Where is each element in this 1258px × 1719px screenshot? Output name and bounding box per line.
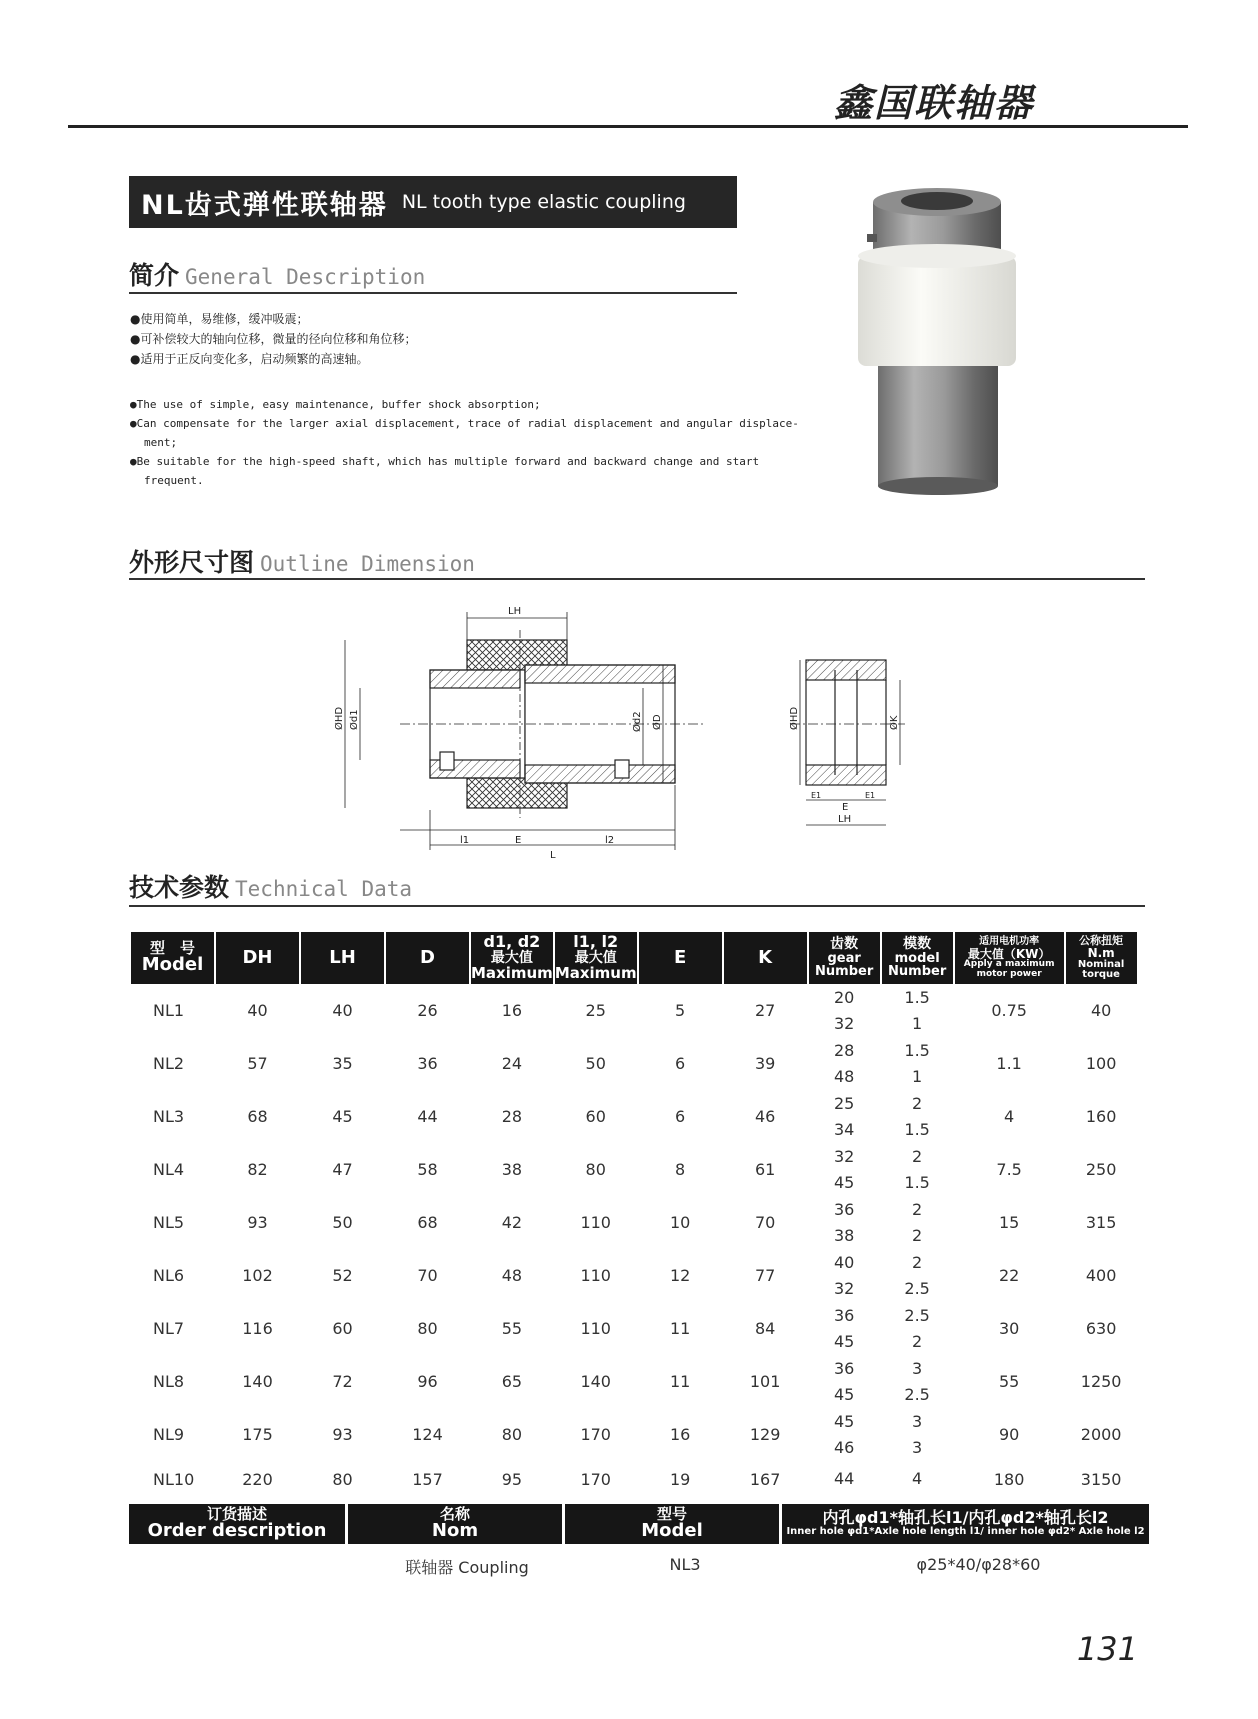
cell-dmax: 48	[501, 1266, 523, 1285]
cell-gear-value: 46	[833, 1437, 855, 1457]
table-row	[131, 1355, 1137, 1408]
cell-lmax: 60	[585, 1107, 606, 1126]
cell-gear-value: 48	[833, 1066, 855, 1086]
order-example-model: NL3	[669, 1555, 701, 1574]
cell-module	[882, 1355, 953, 1408]
cell-gear-value: 45	[833, 1411, 855, 1431]
col-header-lmax: l1, l2 最大值 Maximum	[555, 932, 637, 984]
cell-k: 77	[754, 1266, 776, 1285]
cell-gear-value: 44	[833, 1469, 855, 1488]
cell-dh: 93	[247, 1213, 268, 1232]
cell-dh: 68	[247, 1107, 268, 1126]
cell-d: 157	[412, 1469, 443, 1489]
cell-gear-value: 32	[833, 1278, 855, 1298]
bullet-cn-item: ●可补偿较大的轴向位移，微量的径向位移和角位移；	[130, 332, 417, 346]
cell-torque: 2000	[1080, 1425, 1122, 1444]
cell-module-value: 4	[912, 1469, 923, 1488]
col-header-torque: 公称扭矩 N.m Nominal torque	[1066, 932, 1137, 984]
dim-label-l1: l1	[460, 835, 470, 846]
cell-dmax: 38	[501, 1160, 523, 1179]
cell-lh: 40	[332, 1001, 353, 1020]
product-title-en: NL tooth type elastic coupling	[401, 191, 686, 213]
cell-lmax: 110	[580, 1319, 611, 1338]
cell-gear-value: 36	[833, 1199, 855, 1219]
cell-d: 26	[417, 1001, 438, 1020]
cell-module	[882, 1302, 953, 1355]
cell-gear	[809, 984, 880, 1037]
technical-data-rule	[129, 905, 1145, 907]
cell-model: NL6	[153, 1266, 185, 1285]
cell-lh: 45	[332, 1107, 353, 1126]
col-header-gear-number: 齿数 gear Number	[809, 932, 880, 984]
product-title-cn: NL齿式弹性联轴器	[141, 189, 388, 221]
col-header-d: D	[386, 932, 469, 984]
cell-dh: 102	[242, 1266, 273, 1285]
cell-dmax: 42	[501, 1213, 523, 1232]
cell-gear	[809, 1355, 880, 1408]
cell-gear-value: 45	[833, 1172, 855, 1192]
cell-dmax: 55	[501, 1319, 523, 1338]
dim-label-l: L	[550, 850, 556, 861]
cell-lh: 80	[332, 1469, 353, 1489]
cell-e: 16	[669, 1425, 691, 1444]
cell-dh: 220	[242, 1469, 273, 1489]
col-header-power: 适用电机功率 最大值（KW） Apply a maximum motor power	[955, 932, 1064, 984]
cell-power: 15	[998, 1213, 1020, 1232]
cell-module-value: 1.5	[904, 1040, 930, 1060]
page-number: 131	[1076, 1630, 1138, 1668]
cell-module	[882, 1408, 953, 1461]
cell-power: 30	[998, 1319, 1020, 1338]
cell-gear-value: 32	[833, 1146, 855, 1166]
cell-lmax: 50	[585, 1054, 606, 1073]
cell-d: 36	[417, 1054, 438, 1073]
cell-e: 11	[669, 1319, 691, 1338]
table-row	[131, 1408, 1137, 1461]
cell-e: 8	[675, 1160, 686, 1179]
cell-power: 0.75	[991, 1001, 1027, 1020]
cell-module-value: 3	[912, 1358, 923, 1378]
cell-e: 12	[669, 1266, 691, 1285]
product-photo	[845, 182, 1035, 502]
brand-name: 鑫国联轴器	[833, 81, 1034, 125]
cell-lmax: 80	[585, 1160, 606, 1179]
cell-module	[882, 1090, 953, 1143]
cell-dmax: 95	[501, 1469, 523, 1489]
product-title-bar	[129, 176, 737, 228]
cell-d: 80	[417, 1319, 438, 1338]
table-row	[131, 1461, 1137, 1497]
dim-label-side-e: E	[842, 802, 849, 813]
cell-lmax: 110	[580, 1266, 611, 1285]
cell-d: 44	[417, 1107, 438, 1126]
dim-label-d: ØD	[652, 714, 663, 730]
outline-dimension-heading-en: Outline Dimension	[260, 552, 475, 576]
cell-dmax: 80	[501, 1425, 523, 1444]
cell-k: 84	[754, 1319, 776, 1338]
cell-dh: 116	[242, 1319, 273, 1338]
cell-k: 70	[754, 1213, 776, 1232]
table-row	[131, 1196, 1137, 1249]
cell-lh: 35	[332, 1054, 353, 1073]
table-row	[131, 1037, 1137, 1090]
cell-lh: 47	[332, 1160, 353, 1179]
cell-module-value: 1	[912, 1066, 923, 1086]
dim-label-e1-left: E1	[811, 791, 822, 800]
dim-label-d2: Ød2	[632, 711, 643, 732]
cell-power: 22	[998, 1266, 1020, 1285]
cell-lh: 72	[332, 1372, 353, 1391]
cell-module-value: 2	[912, 1199, 923, 1219]
cell-gear	[809, 1143, 880, 1196]
cell-k: 27	[754, 1001, 776, 1020]
cell-torque: 315	[1085, 1213, 1117, 1232]
col-header-model-number: 模数 model Number	[882, 932, 953, 984]
cell-power: 4	[1004, 1107, 1015, 1126]
col-header-dmax: d1, d2 最大值 Maximum	[471, 932, 553, 984]
dim-label-d1: Ød1	[349, 709, 360, 730]
cell-e: 5	[675, 1001, 686, 1020]
cell-gear	[809, 1090, 880, 1143]
cell-lh: 60	[332, 1319, 353, 1338]
cell-module	[882, 1249, 953, 1302]
cell-d: 70	[417, 1266, 438, 1285]
cell-d: 58	[417, 1160, 438, 1179]
order-header-model: 型号 Model	[565, 1504, 779, 1544]
cell-module	[882, 1037, 953, 1090]
cell-module-value: 3	[912, 1411, 923, 1431]
cell-power: 180	[993, 1469, 1025, 1489]
cell-model: NL10	[153, 1469, 195, 1489]
cell-torque: 3150	[1080, 1469, 1122, 1489]
cell-e: 19	[669, 1469, 691, 1489]
cell-d: 124	[412, 1425, 443, 1444]
cell-e: 10	[669, 1213, 691, 1232]
cell-module-value: 2	[912, 1146, 923, 1166]
cell-model: NL7	[153, 1319, 185, 1338]
cell-module	[882, 984, 953, 1037]
cell-lh: 52	[332, 1266, 353, 1285]
cell-torque: 100	[1085, 1054, 1117, 1073]
cell-module-value: 1.5	[904, 1172, 930, 1192]
col-header-lh: LH	[301, 932, 384, 984]
cell-lmax: 25	[585, 1001, 606, 1020]
bullet-en-item: ●Can compensate for the larger axial displacement, trace of radial displacement and angular displace-ment;	[130, 417, 799, 449]
cell-power: 7.5	[996, 1160, 1022, 1179]
cell-k: 167	[749, 1469, 781, 1489]
cell-model: NL2	[153, 1054, 185, 1073]
cell-k: 39	[754, 1054, 776, 1073]
cell-k: 46	[754, 1107, 776, 1126]
cell-torque: 630	[1085, 1319, 1117, 1338]
cell-module-value: 2.5	[904, 1278, 930, 1298]
cell-gear-value: 45	[833, 1331, 855, 1351]
cell-lh: 50	[332, 1213, 353, 1232]
cell-dh: 40	[247, 1001, 268, 1020]
cell-gear-value: 38	[833, 1225, 855, 1245]
cell-dh: 175	[242, 1425, 273, 1444]
cell-lmax: 110	[580, 1213, 611, 1232]
cell-dmax: 16	[501, 1001, 523, 1020]
order-header	[129, 1504, 1149, 1544]
dim-label-lh: LH	[508, 606, 522, 617]
cell-torque: 160	[1085, 1107, 1117, 1126]
cell-torque: 1250	[1080, 1372, 1122, 1391]
cell-lmax: 140	[580, 1372, 611, 1391]
dim-label-side-lh: LH	[838, 814, 852, 825]
general-description-heading-en: General Description	[185, 265, 426, 289]
cell-dmax: 65	[501, 1372, 523, 1391]
table-row	[131, 984, 1137, 1037]
table-row	[131, 1249, 1137, 1302]
cell-torque: 40	[1090, 1001, 1112, 1020]
cell-dmax: 28	[501, 1107, 523, 1126]
cell-gear-value: 36	[833, 1305, 855, 1325]
outline-dimension-drawing	[334, 600, 920, 861]
dim-label-e1-right: E1	[865, 791, 876, 800]
order-header-spec: 内孔φd1*轴孔长l1/内孔φd2*轴孔长l2 Inner hole φd1*Axle hole length l1/ inner hole φd2* Axle hole l2	[782, 1504, 1149, 1544]
cell-model: NL4	[153, 1160, 185, 1179]
order-header-description: 订货描述 Order description	[129, 1504, 345, 1544]
dim-label-k: ØK	[889, 715, 900, 730]
cell-e: 6	[675, 1054, 686, 1073]
cell-k: 101	[749, 1372, 781, 1391]
cell-power: 90	[998, 1425, 1020, 1444]
cell-module-value: 3	[912, 1437, 923, 1457]
cell-gear-value: 40	[833, 1252, 855, 1272]
cell-gear	[809, 1249, 880, 1302]
cell-module-value: 2	[912, 1331, 923, 1351]
bullet-cn-item: ●适用于正反向变化多，启动频繁的高速轴。	[130, 352, 369, 366]
outline-dimension-rule	[129, 578, 1145, 580]
cell-lmax: 170	[580, 1425, 611, 1444]
cell-gear-value: 34	[833, 1119, 855, 1139]
dim-label-e: E	[515, 835, 522, 846]
cell-module-value: 1.5	[904, 1119, 930, 1139]
cell-d: 96	[417, 1372, 438, 1391]
cell-dmax: 24	[501, 1054, 523, 1073]
table-row	[131, 1090, 1137, 1143]
cell-gear-value: 45	[833, 1384, 855, 1404]
cell-dh: 140	[242, 1372, 273, 1391]
cell-gear-value: 20	[833, 987, 855, 1007]
table-row	[131, 1302, 1137, 1355]
bullets-en	[130, 395, 820, 490]
cell-module	[882, 1461, 953, 1497]
cell-torque: 400	[1085, 1266, 1117, 1285]
cell-e: 11	[669, 1372, 691, 1391]
cell-gear	[809, 1037, 880, 1090]
cell-gear-value: 28	[833, 1040, 855, 1060]
outline-dimension-heading-cn: 外形尺寸图	[129, 548, 255, 577]
cell-gear-value: 36	[833, 1358, 855, 1378]
bullets-cn	[130, 309, 416, 369]
dim-label-hd: ØHD	[334, 706, 345, 730]
cell-model: NL8	[153, 1372, 185, 1391]
cell-model: NL9	[153, 1425, 185, 1444]
cell-power: 1.1	[996, 1054, 1022, 1073]
cell-module-value: 1.5	[904, 987, 930, 1007]
cell-module-value: 2.5	[904, 1384, 930, 1404]
cell-model: NL5	[153, 1213, 185, 1232]
col-header-e: E	[639, 932, 722, 984]
order-example-spec: φ25*40/φ28*60	[916, 1555, 1041, 1574]
cell-module	[882, 1196, 953, 1249]
cell-module-value: 2	[912, 1225, 923, 1245]
header-rule	[68, 125, 1188, 128]
cell-lh: 93	[332, 1425, 353, 1444]
cell-torque: 250	[1085, 1160, 1117, 1179]
cell-e: 6	[675, 1107, 686, 1126]
technical-data-heading-en: Technical Data	[235, 877, 413, 901]
cell-gear	[809, 1196, 880, 1249]
general-description-heading-cn: 简介	[129, 261, 180, 290]
cell-k: 61	[754, 1160, 776, 1179]
cell-gear	[809, 1408, 880, 1461]
cell-model: NL1	[153, 1001, 185, 1020]
cell-module-value: 2	[912, 1252, 923, 1272]
outline-dimension-heading	[129, 543, 475, 579]
col-header-model: 型 号 Model	[131, 932, 214, 984]
cell-gear	[809, 1302, 880, 1355]
technical-data-heading	[129, 868, 412, 904]
dim-label-side-hd: ØHD	[789, 706, 800, 730]
cell-gear-value: 25	[833, 1093, 855, 1113]
technical-data-heading-cn: 技术参数	[129, 873, 230, 902]
cell-k: 129	[749, 1425, 781, 1444]
bullet-en-item: ●Be suitable for the high-speed shaft, which has multiple forward and backward change and start frequent.	[130, 455, 760, 487]
cell-gear-value: 32	[833, 1013, 855, 1033]
cell-dh: 82	[247, 1160, 268, 1179]
dim-label-l2: l2	[605, 835, 615, 846]
general-description-heading	[129, 256, 425, 292]
cell-module	[882, 1143, 953, 1196]
col-header-dh: DH	[216, 932, 299, 984]
bullet-en-item: ●The use of simple, easy maintenance, buffer shock absorption;	[130, 398, 541, 411]
bullet-cn-item: ●使用简单，易维修，缓冲吸震；	[130, 312, 309, 326]
col-header-k: K	[724, 932, 807, 984]
cell-module-value: 1	[912, 1013, 923, 1033]
cell-model: NL3	[153, 1107, 185, 1126]
cell-lmax: 170	[580, 1469, 611, 1489]
order-example-nom: 联轴器 Coupling	[405, 1558, 529, 1577]
general-description-rule	[129, 292, 737, 294]
cell-module-value: 2.5	[904, 1305, 930, 1325]
cell-d: 68	[417, 1213, 438, 1232]
cell-power: 55	[998, 1372, 1020, 1391]
table-row	[131, 1143, 1137, 1196]
cell-module-value: 2	[912, 1093, 923, 1113]
cell-dh: 57	[247, 1054, 268, 1073]
order-header-nom: 名称 Nom	[348, 1504, 562, 1544]
technical-data-table	[129, 932, 1139, 1497]
cell-gear	[809, 1461, 880, 1497]
table-header-row	[131, 932, 1137, 984]
